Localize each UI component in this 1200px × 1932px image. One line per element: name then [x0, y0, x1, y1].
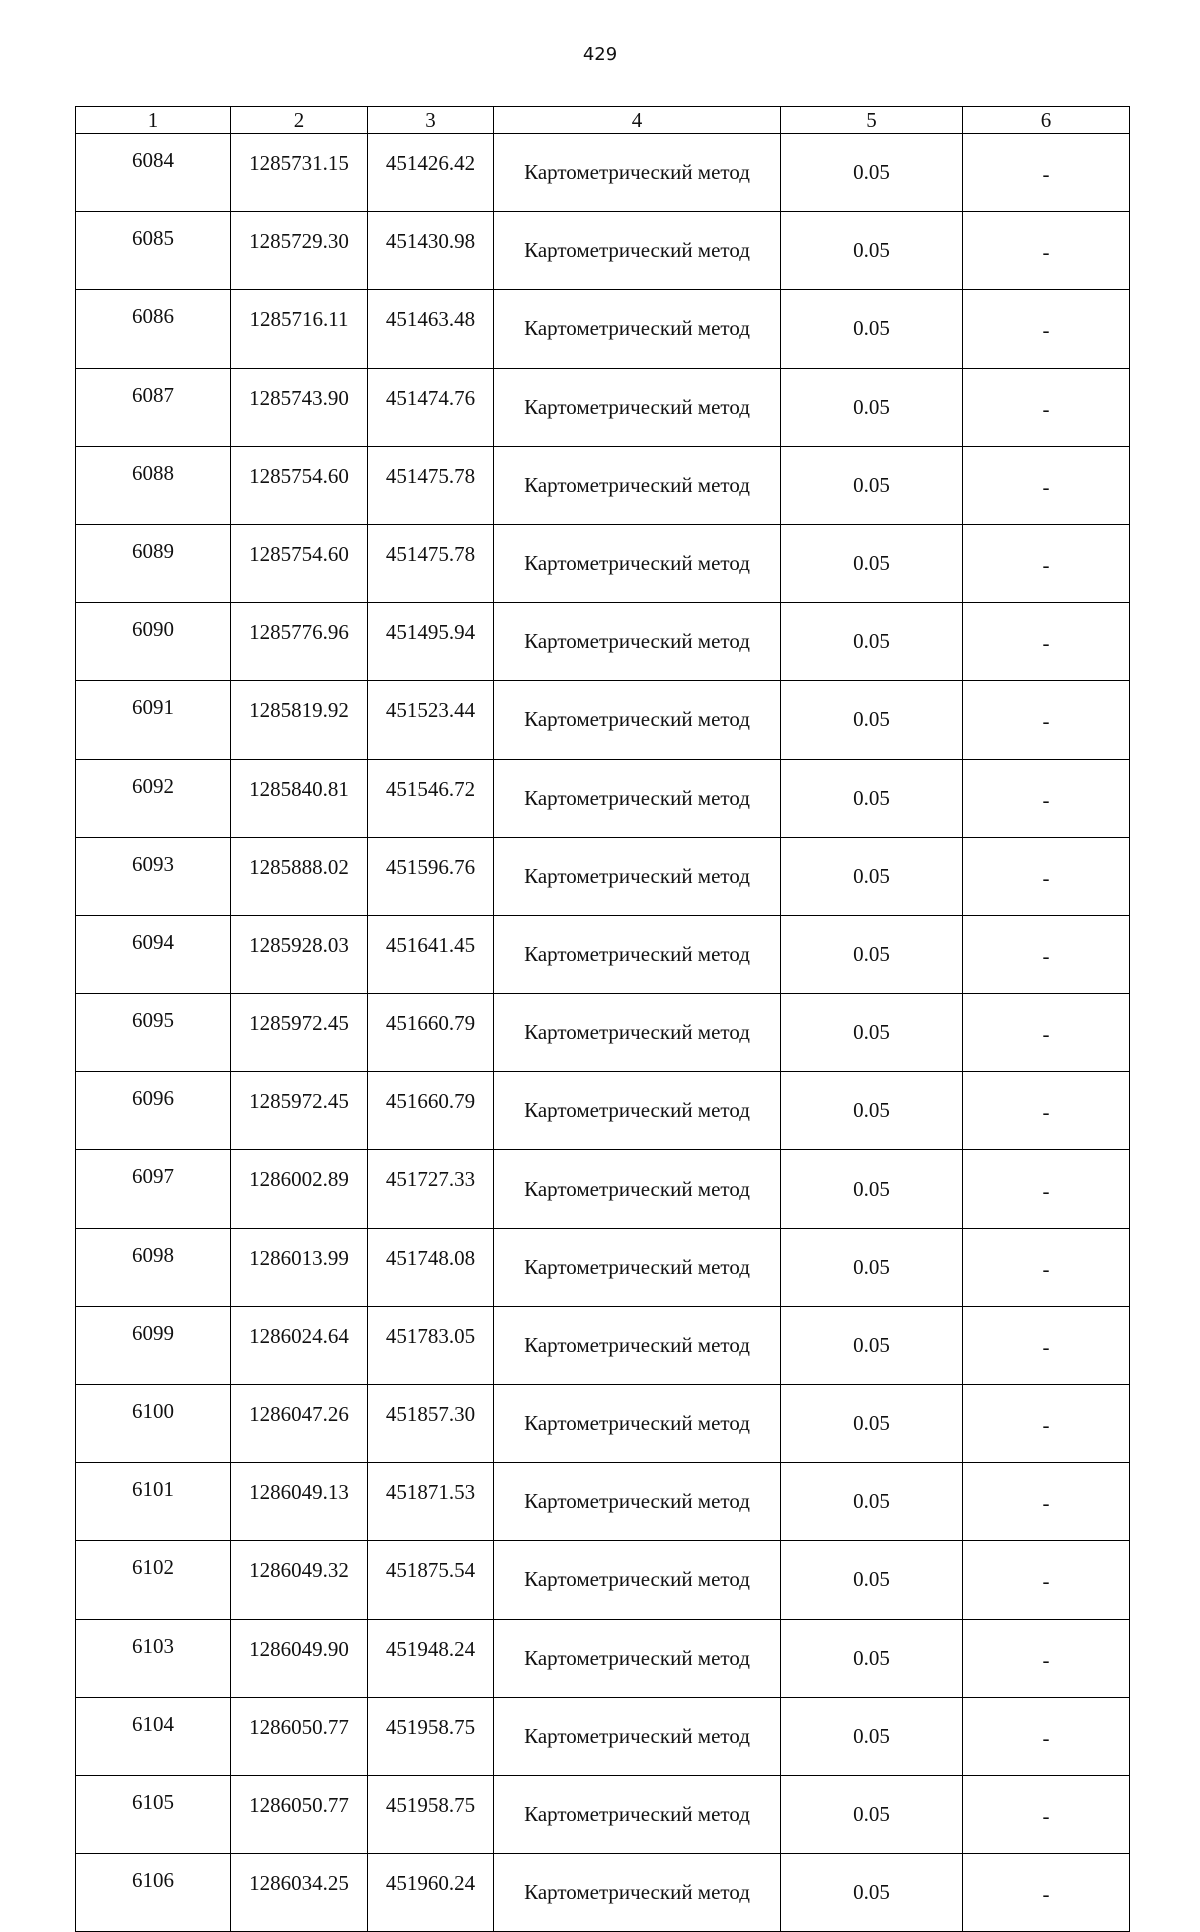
method-cell: Картометрический метод — [494, 1541, 781, 1619]
accuracy-cell: 0.05 — [781, 290, 963, 368]
point-number-cell: 6094 — [76, 915, 231, 993]
x-coordinate-cell: 1285928.03 — [231, 915, 368, 993]
point-number-cell: 6106 — [76, 1854, 231, 1932]
accuracy-cell: 0.05 — [781, 1463, 963, 1541]
note-cell: - — [963, 1775, 1130, 1853]
table-row — [76, 1306, 1130, 1384]
method-cell: Картометрический метод — [494, 134, 781, 212]
method-cell: Картометрический метод — [494, 1697, 781, 1775]
accuracy-cell: 0.05 — [781, 1385, 963, 1463]
point-number-cell: 6103 — [76, 1619, 231, 1697]
table-row — [76, 1385, 1130, 1463]
table-row — [76, 134, 1130, 212]
y-coordinate-cell: 451475.78 — [368, 524, 494, 602]
x-coordinate-cell: 1285729.30 — [231, 212, 368, 290]
table-row — [76, 681, 1130, 759]
method-cell: Картометрический метод — [494, 1228, 781, 1306]
accuracy-cell: 0.05 — [781, 446, 963, 524]
x-coordinate-cell: 1285743.90 — [231, 368, 368, 446]
point-number-cell: 6099 — [76, 1306, 231, 1384]
y-coordinate-cell: 451523.44 — [368, 681, 494, 759]
note-cell: - — [963, 1541, 1130, 1619]
x-coordinate-cell: 1286049.90 — [231, 1619, 368, 1697]
point-number-cell: 6089 — [76, 524, 231, 602]
table-body — [76, 134, 1130, 1932]
method-cell: Картометрический метод — [494, 1072, 781, 1150]
point-number-cell: 6104 — [76, 1697, 231, 1775]
table-row — [76, 212, 1130, 290]
y-coordinate-cell: 451596.76 — [368, 837, 494, 915]
y-coordinate-cell: 451475.78 — [368, 446, 494, 524]
point-number-cell: 6096 — [76, 1072, 231, 1150]
point-number-cell: 6102 — [76, 1541, 231, 1619]
accuracy-cell: 0.05 — [781, 134, 963, 212]
accuracy-cell: 0.05 — [781, 524, 963, 602]
note-cell: - — [963, 1306, 1130, 1384]
method-cell: Картометрический метод — [494, 1385, 781, 1463]
table-row — [76, 994, 1130, 1072]
table-row — [76, 446, 1130, 524]
method-cell: Картометрический метод — [494, 1619, 781, 1697]
x-coordinate-cell: 1286013.99 — [231, 1228, 368, 1306]
y-coordinate-cell: 451871.53 — [368, 1463, 494, 1541]
x-coordinate-cell: 1285819.92 — [231, 681, 368, 759]
method-cell: Картометрический метод — [494, 290, 781, 368]
note-cell: - — [963, 1854, 1130, 1932]
note-cell: - — [963, 759, 1130, 837]
x-coordinate-cell: 1285776.96 — [231, 603, 368, 681]
x-coordinate-cell: 1285731.15 — [231, 134, 368, 212]
x-coordinate-cell: 1285972.45 — [231, 994, 368, 1072]
note-cell: - — [963, 837, 1130, 915]
accuracy-cell: 0.05 — [781, 837, 963, 915]
note-cell: - — [963, 134, 1130, 212]
accuracy-cell: 0.05 — [781, 1854, 963, 1932]
x-coordinate-cell: 1286050.77 — [231, 1697, 368, 1775]
y-coordinate-cell: 451641.45 — [368, 915, 494, 993]
method-cell: Картометрический метод — [494, 1854, 781, 1932]
x-coordinate-cell: 1286047.26 — [231, 1385, 368, 1463]
method-cell: Картометрический метод — [494, 524, 781, 602]
x-coordinate-cell: 1286050.77 — [231, 1775, 368, 1853]
x-coordinate-cell: 1285716.11 — [231, 290, 368, 368]
note-cell: - — [963, 446, 1130, 524]
x-coordinate-cell: 1286024.64 — [231, 1306, 368, 1384]
method-cell: Картометрический метод — [494, 212, 781, 290]
method-cell: Картометрический метод — [494, 603, 781, 681]
y-coordinate-cell: 451546.72 — [368, 759, 494, 837]
note-cell: - — [963, 681, 1130, 759]
column-header-6: 6 — [963, 107, 1130, 134]
point-number-cell: 6097 — [76, 1150, 231, 1228]
x-coordinate-cell: 1285840.81 — [231, 759, 368, 837]
page-number: 429 — [582, 44, 618, 65]
table-row — [76, 368, 1130, 446]
x-coordinate-cell: 1286002.89 — [231, 1150, 368, 1228]
method-cell: Картометрический метод — [494, 681, 781, 759]
point-number-cell: 6100 — [76, 1385, 231, 1463]
x-coordinate-cell: 1286049.13 — [231, 1463, 368, 1541]
accuracy-cell: 0.05 — [781, 1541, 963, 1619]
note-cell: - — [963, 1228, 1130, 1306]
note-cell: - — [963, 994, 1130, 1072]
point-number-cell: 6085 — [76, 212, 231, 290]
table-row — [76, 1697, 1130, 1775]
table-row — [76, 603, 1130, 681]
table-row — [76, 1150, 1130, 1228]
accuracy-cell: 0.05 — [781, 1619, 963, 1697]
point-number-cell: 6093 — [76, 837, 231, 915]
note-cell: - — [963, 1385, 1130, 1463]
method-cell: Картометрический метод — [494, 1150, 781, 1228]
accuracy-cell: 0.05 — [781, 1306, 963, 1384]
column-header-4: 4 — [494, 107, 781, 134]
table-row — [76, 759, 1130, 837]
table-row — [76, 1228, 1130, 1306]
table-row — [76, 837, 1130, 915]
x-coordinate-cell: 1285754.60 — [231, 446, 368, 524]
note-cell: - — [963, 368, 1130, 446]
point-number-cell: 6091 — [76, 681, 231, 759]
y-coordinate-cell: 451727.33 — [368, 1150, 494, 1228]
method-cell: Картометрический метод — [494, 368, 781, 446]
table-row — [76, 1775, 1130, 1853]
note-cell: - — [963, 290, 1130, 368]
table-row — [76, 290, 1130, 368]
column-header-3: 3 — [368, 107, 494, 134]
note-cell: - — [963, 1697, 1130, 1775]
point-number-cell: 6090 — [76, 603, 231, 681]
point-number-cell: 6088 — [76, 446, 231, 524]
note-cell: - — [963, 603, 1130, 681]
accuracy-cell: 0.05 — [781, 994, 963, 1072]
accuracy-cell: 0.05 — [781, 212, 963, 290]
method-cell: Картометрический метод — [494, 1463, 781, 1541]
column-header-5: 5 — [781, 107, 963, 134]
point-number-cell: 6087 — [76, 368, 231, 446]
y-coordinate-cell: 451783.05 — [368, 1306, 494, 1384]
y-coordinate-cell: 451960.24 — [368, 1854, 494, 1932]
point-number-cell: 6098 — [76, 1228, 231, 1306]
accuracy-cell: 0.05 — [781, 1775, 963, 1853]
y-coordinate-cell: 451463.48 — [368, 290, 494, 368]
y-coordinate-cell: 451875.54 — [368, 1541, 494, 1619]
y-coordinate-cell: 451958.75 — [368, 1697, 494, 1775]
y-coordinate-cell: 451426.42 — [368, 134, 494, 212]
accuracy-cell: 0.05 — [781, 1697, 963, 1775]
method-cell: Картометрический метод — [494, 1306, 781, 1384]
y-coordinate-cell: 451660.79 — [368, 994, 494, 1072]
table-row — [76, 1619, 1130, 1697]
y-coordinate-cell: 451857.30 — [368, 1385, 494, 1463]
accuracy-cell: 0.05 — [781, 603, 963, 681]
y-coordinate-cell: 451958.75 — [368, 1775, 494, 1853]
point-number-cell: 6086 — [76, 290, 231, 368]
y-coordinate-cell: 451660.79 — [368, 1072, 494, 1150]
column-header-1: 1 — [76, 107, 231, 134]
y-coordinate-cell: 451748.08 — [368, 1228, 494, 1306]
note-cell: - — [963, 1072, 1130, 1150]
y-coordinate-cell: 451948.24 — [368, 1619, 494, 1697]
x-coordinate-cell: 1285888.02 — [231, 837, 368, 915]
coordinates-table — [75, 106, 1130, 1932]
accuracy-cell: 0.05 — [781, 1072, 963, 1150]
point-number-cell: 6095 — [76, 994, 231, 1072]
note-cell: - — [963, 212, 1130, 290]
accuracy-cell: 0.05 — [781, 681, 963, 759]
accuracy-cell: 0.05 — [781, 368, 963, 446]
table-row — [76, 524, 1130, 602]
accuracy-cell: 0.05 — [781, 759, 963, 837]
note-cell: - — [963, 1619, 1130, 1697]
header-row — [76, 107, 1130, 134]
point-number-cell: 6101 — [76, 1463, 231, 1541]
table-row — [76, 1463, 1130, 1541]
table-row — [76, 1072, 1130, 1150]
y-coordinate-cell: 451430.98 — [368, 212, 494, 290]
note-cell: - — [963, 915, 1130, 993]
point-number-cell: 6105 — [76, 1775, 231, 1853]
method-cell: Картометрический метод — [494, 994, 781, 1072]
accuracy-cell: 0.05 — [781, 1228, 963, 1306]
method-cell: Картометрический метод — [494, 759, 781, 837]
method-cell: Картометрический метод — [494, 837, 781, 915]
column-header-2: 2 — [231, 107, 368, 134]
note-cell: - — [963, 1150, 1130, 1228]
accuracy-cell: 0.05 — [781, 915, 963, 993]
y-coordinate-cell: 451495.94 — [368, 603, 494, 681]
table-row — [76, 1854, 1130, 1932]
method-cell: Картометрический метод — [494, 1775, 781, 1853]
note-cell: - — [963, 524, 1130, 602]
method-cell: Картометрический метод — [494, 915, 781, 993]
accuracy-cell: 0.05 — [781, 1150, 963, 1228]
x-coordinate-cell: 1285972.45 — [231, 1072, 368, 1150]
table-row — [76, 915, 1130, 993]
point-number-cell: 6092 — [76, 759, 231, 837]
point-number-cell: 6084 — [76, 134, 231, 212]
x-coordinate-cell: 1285754.60 — [231, 524, 368, 602]
table-row — [76, 1541, 1130, 1619]
x-coordinate-cell: 1286049.32 — [231, 1541, 368, 1619]
table-header — [76, 107, 1130, 134]
y-coordinate-cell: 451474.76 — [368, 368, 494, 446]
x-coordinate-cell: 1286034.25 — [231, 1854, 368, 1932]
method-cell: Картометрический метод — [494, 446, 781, 524]
note-cell: - — [963, 1463, 1130, 1541]
